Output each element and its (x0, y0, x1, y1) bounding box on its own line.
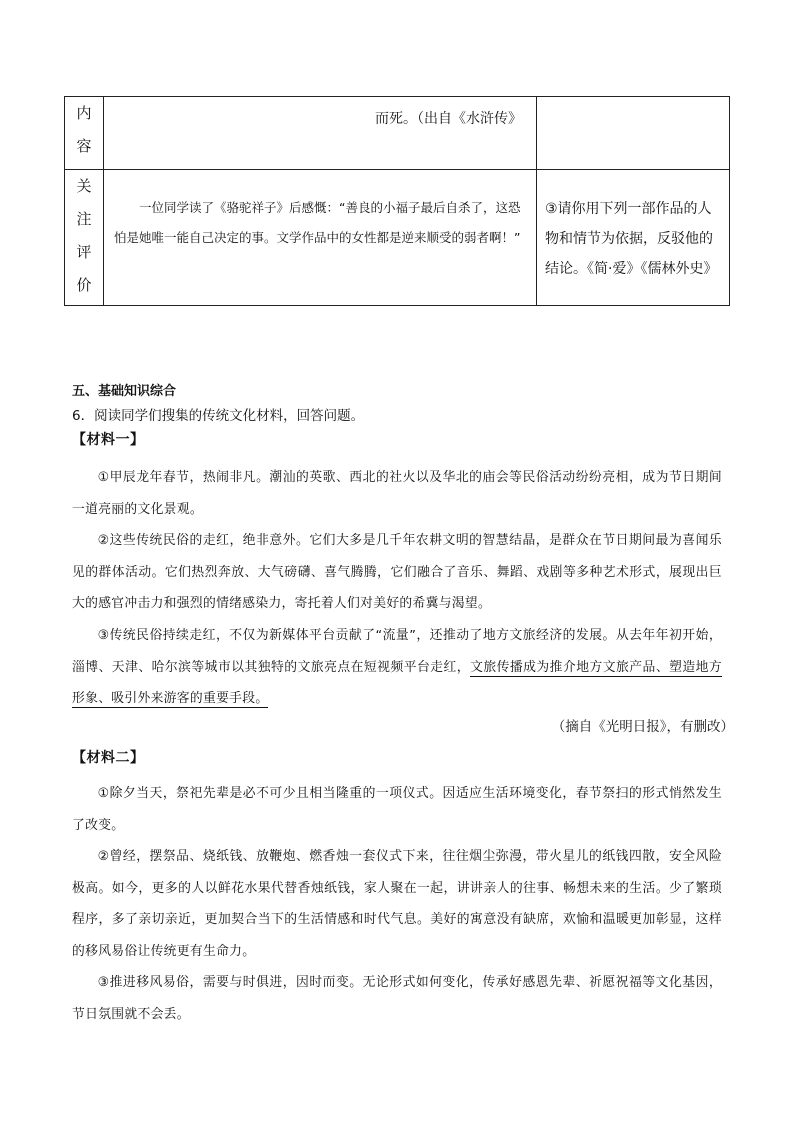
material-one-paragraph-1: ①甲辰龙年春节，热闹非凡。潮汕的英歌、西北的社火以及华北的庙会等民俗活动纷纷亮相，成为节日期间一道亮丽的文化景观。 (72, 470, 722, 517)
label-char: 注 (76, 210, 92, 228)
content-cell (104, 97, 537, 170)
label-char: 容 (76, 137, 92, 155)
label-char: 评 (76, 243, 92, 261)
content-right-cell (537, 97, 730, 170)
row-label-content (65, 97, 104, 170)
task-text: ③请你用下列一部作品的人物和情节为依据，反驳他的结论。《简·爱》《儒林外史》 (545, 201, 718, 277)
task-cell (537, 170, 730, 306)
label-char: 内 (76, 104, 92, 122)
material-two-paragraph-3: ③推进移风易俗，需要与时俱进，因时而变。无论形式如何变化，传承好感恩先辈、祈愿祝福等文化基因，节日氛围就不会丢。 (72, 975, 722, 1022)
evaluation-cell (104, 170, 537, 306)
info-table (64, 96, 730, 306)
material-one-paragraph-3 (72, 620, 722, 715)
source-citation: （摘自《光明日报》，有删改） (551, 719, 734, 735)
material-two-paragraph-2: ②曾经，摆祭品、烧纸钱、放鞭炮、燃香烛一套仪式下来，往往烟尘弥漫，带火星儿的纸钱四散，安全风险极高。如今，更多的人以鲜花水果代替香烛纸钱，家人聚在一起，讲讲亲人的往事、畅想未来的生活。少了繁琐程序，多了亲切亲近，更加契合当下的生活情感和时代气息。美好的寓意没有缺席，欢愉和温暖更加彰显，这样的移风易俗让传统更有生命力。 (72, 849, 722, 959)
paragraph-3-text: ③传统民俗持续走红，不仅为新媒体平台贡献了“流量”，还推动了地方文旅经济的发展。从去年年初开始，淄博、天津、哈尔滨等城市以其独特的文旅亮点在短视频平台走红， (72, 628, 722, 675)
label-char: 价 (76, 276, 92, 294)
material-one-heading: 【材料一】 (72, 432, 145, 448)
section-title: 五、基础知识综合 (72, 384, 177, 399)
label-char: 关 (76, 177, 92, 195)
table-row-evaluation (65, 170, 730, 306)
material-two-paragraph-1: ①除夕当天，祭祀先辈是必不可少且相当隆重的一项仪式。因适应生活环境变化，春节祭扫的形式悄然发生了改变。 (72, 786, 722, 833)
row-label-evaluation (65, 170, 104, 306)
underlined-sentence: 文旅传播成为推介地方文旅产品、塑造地方形象、吸引外来游客的重要手段。 (72, 659, 722, 706)
question-line: 6．阅读同学们搜集的传统文化材料，回答问题。 (72, 408, 365, 424)
evaluation-text: 一位同学读了《骆驼祥子》后感慨：“善良的小福子最后自杀了，这恐怕是她唯一能自己决定的事。文学作品中的女性都是逆来顺受的弱者啊！” (114, 200, 521, 245)
table-row-content (65, 97, 730, 170)
material-two-heading: 【材料二】 (72, 750, 145, 766)
material-one-paragraph-2: ②这些传统民俗的走红，绝非意外。它们大多是几千年农耕文明的智慧结晶，是群众在节日期间最为喜闻乐见的群体活动。它们热烈奔放、大气磅礴、喜气腾腾，它们融合了音乐、舞蹈、戏剧等多种艺术形式，展现出巨大的感官冲击力和强烈的情绪感染力，寄托着人们对美好的希冀与渴望。 (72, 533, 722, 611)
content-text: 而死。（出自《水浒传》 (375, 111, 522, 127)
